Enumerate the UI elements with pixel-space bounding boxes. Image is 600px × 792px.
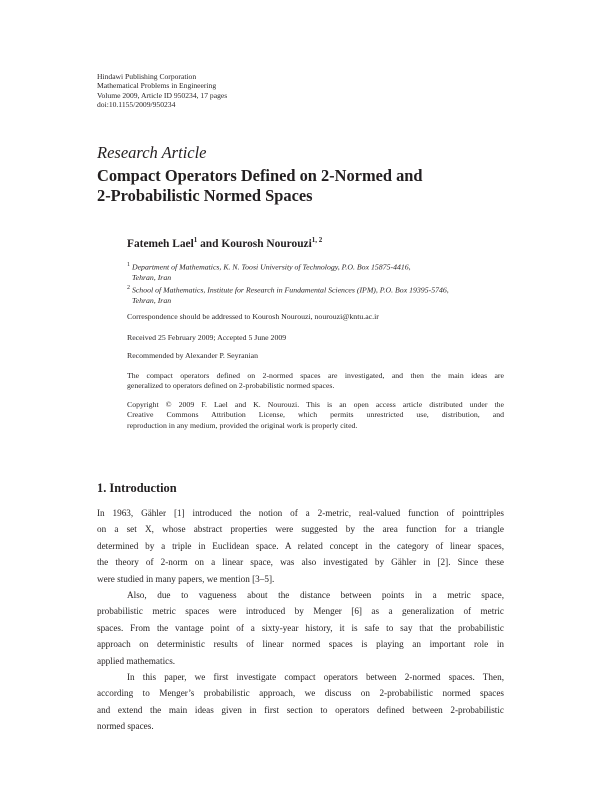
recommended-by: Recommended by Alexander P. Seyranian [127,351,258,360]
paragraph-line: In 1963, Gähler [1] introduced the notion of a 2-metric, real-valued function of pointtriples [97,508,504,518]
affiliation-text: School of Mathematics, Institute for Research in Fundamental Sciences (IPM), P.O. Box 19395-5746, [131,285,449,295]
paragraph-line: normed spaces. [97,721,154,732]
affiliation-2-city: Tehran, Iran [132,295,172,305]
author-conjunction: and [200,237,219,250]
journal-name: Mathematical Problems in Engineering [97,81,217,91]
affiliation-1-city: Tehran, Iran [132,272,172,282]
paragraph-line: Also, due to vagueness about the distance between points in a metric space, [127,590,504,600]
abstract [127,371,504,391]
copyright-line: reproduction in any medium, provided the original work is properly cited. [127,420,358,430]
paragraph-2 [97,587,504,669]
paragraph-line: on a set X, whose abstract properties were suggested by the area function for a triangle [97,524,504,535]
affiliation-number: 1 [127,262,130,268]
affiliation-2 [127,283,527,296]
abstract-line: The compact operators defined on 2-normed spaces are investigated, and then the main ideas are [127,371,504,380]
paragraph-line: determined by a triple in Euclidean space. A related concept in the category of linear spaces, [97,540,504,551]
paragraph-1 [97,505,504,587]
paragraph-line: according to Menger’s probabilistic approach, we discuss on 2-probabilistic normed spaces [97,688,504,699]
paragraph-3 [97,669,504,735]
volume-info: Volume 2009, Article ID 950234, 17 pages [97,90,228,100]
paragraph-line: were studied in many papers, we mention [3–5]. [97,573,275,584]
copyright-notice [127,400,504,431]
paragraph-line: and extend the main ideas given in first section to operators defined between 2-probabilistic [97,704,504,715]
affiliation-text: Department of Mathematics, K. N. Toosi University of Technology, P.O. Box 15875-4416, [131,262,411,272]
paragraph-line: spaces. From the vantage point of a sixty-year history, it is safe to say that the probabilistic [97,622,504,633]
paragraph-line: approach on deterministic results of linear normed spaces is playing an important role in [97,639,504,650]
paragraph-line: In this paper, we first investigate compact operators between 2-normed spaces. Then, [127,672,504,682]
paragraph-line: the theory of 2-norm on a linear space, was also investigated by Gähler in [2]. Since these [97,557,504,568]
title-line-1: Compact Operators Defined on 2-Normed and [97,166,423,185]
received-dates: Received 25 February 2009; Accepted 5 June 2009 [127,333,287,342]
paragraph-line: probabilistic metric spaces were introduced by Menger [6] as a generalization of metric [97,606,504,617]
article-type: Research Article [97,143,207,162]
publisher-name: Hindawi Publishing Corporation [97,72,197,81]
paragraph-line: applied mathematics. [97,655,176,666]
doi[interactable]: doi:10.1155/2009/950234 [97,100,176,110]
author-1: Fatemeh Lael [127,237,194,250]
correspondence-note: Correspondence should be addressed to Kourosh Nourouzi, nourouzi@kntu.ac.ir [127,312,379,321]
author-1-affiliation-mark: 1 [193,236,198,244]
copyright-line: Creative Commons Attribution License, which permits unrestricted use, distribution, and [127,410,504,420]
paper-title [97,166,423,206]
affiliation-number: 2 [127,285,130,291]
copyright-line: Copyright © 2009 F. Lael and K. Nourouzi. This is an open access article distributed under the [127,400,504,409]
journal-header [97,72,227,110]
title-line-2: 2-Probabilistic Normed Spaces [97,186,313,205]
author-2: Kourosh Nourouzi [221,237,312,250]
author-2-affiliation-mark: 1, 2 [311,236,323,244]
section-heading: 1. Introduction [97,481,177,495]
author-list [127,236,322,250]
affiliation-1 [127,260,527,273]
affiliations [127,260,527,306]
abstract-line: generalized to operators defined on 2-probabilistic normed spaces. [127,381,335,391]
